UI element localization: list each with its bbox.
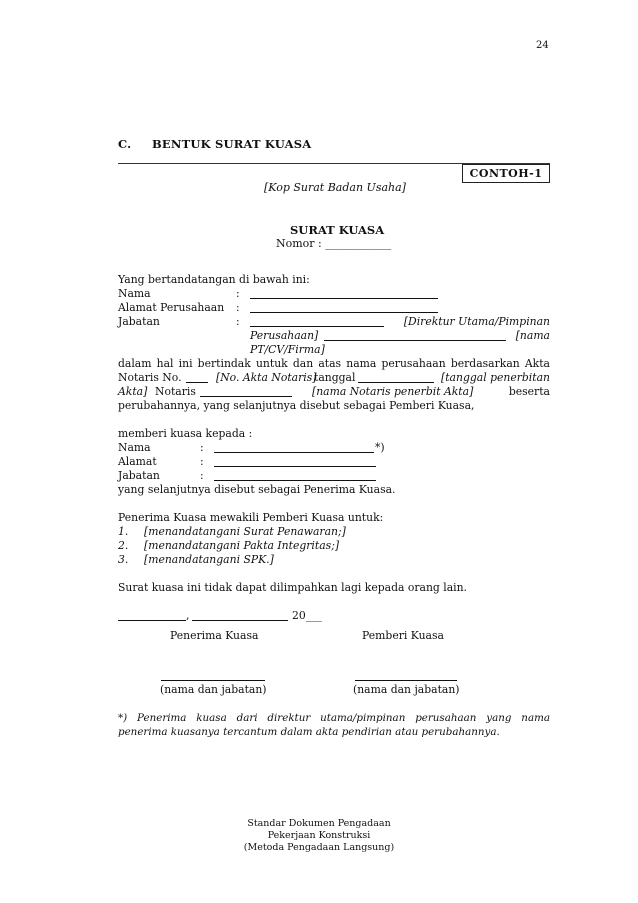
letterhead-placeholder: [Kop Surat Badan Usaha] [264, 181, 406, 194]
section-heading [118, 137, 311, 151]
penerima-intro: memberi kuasa kepada : [118, 427, 253, 440]
mewakili-intro: Penerima Kuasa mewakili Pemberi Kuasa untuk: [118, 511, 384, 524]
colon: : [200, 441, 204, 454]
penerima-nama-label: Nama [118, 441, 151, 454]
pemberi-alamat-blank [250, 302, 438, 313]
penerima-signature-title: Penerima Kuasa [170, 629, 259, 642]
akta-notaris-no: Notaris No. [118, 371, 182, 384]
colon: : [200, 469, 204, 482]
colon: : [236, 315, 240, 328]
pemberi-signature-title: Pemberi Kuasa [362, 629, 444, 642]
akta-tanggal-note: [tanggal penerbitan [441, 371, 550, 384]
section-title: BENTUK SURAT KUASA [152, 137, 312, 151]
akta-tanggal-blank [358, 372, 434, 383]
list-item: [menandatangani SPK.] [144, 553, 274, 566]
footnote: *) Penerima kuasa dari direktur utama/pimpinan perusahaan yang nama penerima kuasanya tercantum dalam akta pendirian atau perubahannya. [118, 712, 550, 738]
document-title: SURAT KUASA [290, 223, 385, 237]
penerima-alamat-blank [214, 456, 376, 467]
penerima-signature-line [161, 680, 265, 681]
date-blank [192, 610, 288, 621]
penerima-signature-sub: (nama dan jabatan) [160, 683, 267, 696]
list-item: [menandatangani Pakta Integritas;] [144, 539, 340, 552]
akta-notaris-label: Notaris [155, 385, 196, 398]
notaris-blank [200, 386, 292, 397]
jabatan-note: Perusahaan] [250, 329, 319, 342]
footer-line: (Metoda Pengadaan Langsung) [243, 842, 395, 853]
list-item: [menandatangani Surat Penawaran;] [144, 525, 346, 538]
pemberi-jabatan-label: Jabatan [118, 315, 160, 328]
akta-tanggal-label: tanggal [314, 371, 356, 384]
akta-no-note: [No. Akta Notaris] [216, 371, 317, 384]
list-item-number: 1. [118, 525, 129, 538]
page-footer [0, 818, 638, 854]
footer-line: Standar Dokumen Pengadaan [247, 818, 391, 829]
penerima-jabatan-label: Jabatan [118, 469, 160, 482]
penerima-jabatan-blank [214, 470, 376, 481]
pemberi-alamat-label: Alamat Perusahaan [118, 301, 225, 314]
place-blank [118, 610, 186, 621]
list-item-number: 2. [118, 539, 129, 552]
akta-beserta: beserta [508, 385, 550, 398]
akta-line-4: perubahannya, yang selanjutnya disebut sebagai Pemberi Kuasa, [118, 399, 475, 412]
no-delegation-text: Surat kuasa ini tidak dapat dilimpahkan lagi kepada orang lain. [118, 581, 467, 594]
akta-line-1: dalam hal ini bertindak untuk dan atas nama perusahaan berdasarkan Akta [118, 357, 550, 370]
colon: : [236, 301, 240, 314]
akta-no-blank [186, 372, 208, 383]
penerima-nama-blank [214, 442, 374, 453]
colon: : [236, 287, 240, 300]
footer-line: Pekerjaan Konstruksi [267, 830, 371, 841]
penerima-alamat-label: Alamat [118, 455, 157, 468]
contoh-label: CONTOH-1 [462, 164, 550, 183]
akta-note: Akta] [118, 385, 148, 398]
pemberi-signature-line [355, 680, 457, 681]
jabatan-note: PT/CV/Firma] [250, 343, 325, 356]
pemberi-jabatan-blank [250, 316, 384, 327]
pemberi-nama-blank [250, 288, 438, 299]
colon: : [200, 455, 204, 468]
jabatan-note: [Direktur Utama/Pimpinan [403, 315, 550, 328]
perusahaan-blank [324, 330, 506, 341]
intro-text: Yang bertandatangan di bawah ini: [118, 273, 310, 286]
pemberi-nama-label: Nama [118, 287, 151, 300]
list-item-number: 3. [118, 553, 129, 566]
jabatan-note: [nama [515, 329, 550, 342]
date-comma: , [186, 609, 190, 622]
pemberi-signature-sub: (nama dan jabatan) [353, 683, 460, 696]
date-year: 20___ [292, 609, 322, 622]
section-letter: C. [118, 137, 132, 151]
document-number: Nomor : ____________ [276, 237, 392, 250]
notaris-note: [nama Notaris penerbit Akta] [312, 385, 474, 398]
page-number: 24 [536, 40, 549, 51]
footnote-mark: *) [375, 441, 385, 454]
penerima-closing: yang selanjutnya disebut sebagai Penerima Kuasa. [118, 483, 396, 496]
